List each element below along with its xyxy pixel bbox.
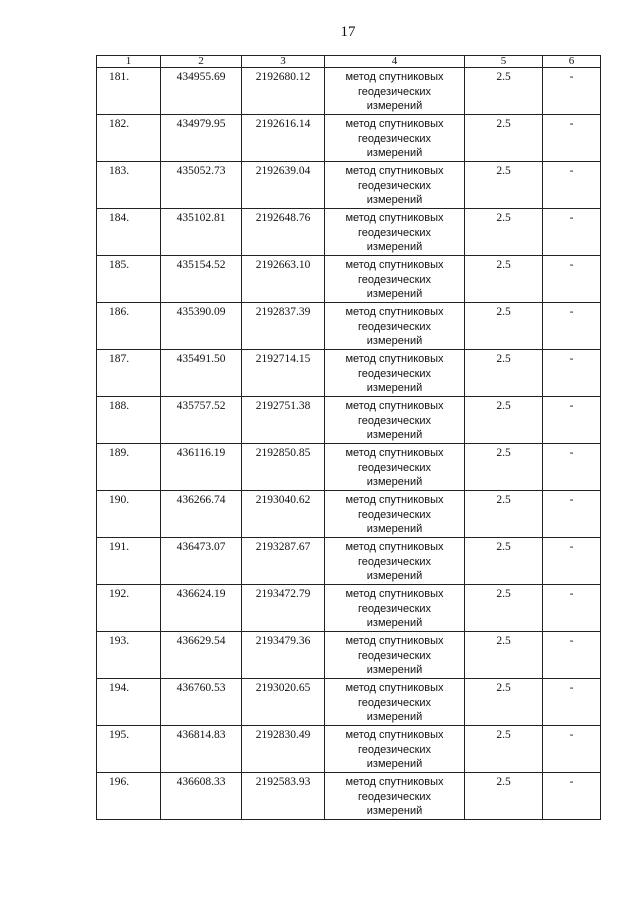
extra-cell: - (543, 444, 601, 491)
y-coordinate-cell: 2192714.15 (242, 350, 325, 397)
header-col-3: 3 (242, 56, 325, 68)
header-row (97, 56, 601, 68)
method-line: метод спутниковых (345, 71, 444, 83)
point-number-cell: 189. (97, 444, 161, 491)
table-row (97, 444, 601, 491)
method-cell (325, 256, 465, 303)
method-cell (325, 350, 465, 397)
y-coordinate-cell: 2192616.14 (242, 115, 325, 162)
method-line: измерений (366, 805, 423, 817)
accuracy-cell: 2.5 (465, 632, 543, 679)
method-line: измерений (366, 429, 423, 441)
x-coordinate-cell: 436814.83 (161, 726, 242, 773)
method-line: измерений (366, 241, 423, 253)
point-number-cell: 187. (97, 350, 161, 397)
extra-cell: - (543, 726, 601, 773)
y-coordinate-cell: 2193040.62 (242, 491, 325, 538)
x-coordinate-cell: 435052.73 (161, 162, 242, 209)
point-number-cell: 191. (97, 538, 161, 585)
method-cell (325, 773, 465, 820)
y-coordinate-cell: 2192583.93 (242, 773, 325, 820)
method-line: метод спутниковых (345, 118, 444, 130)
method-line: геодезических (357, 555, 432, 568)
method-line: измерений (366, 147, 423, 159)
method-line: измерений (366, 382, 423, 394)
extra-cell: - (543, 679, 601, 726)
method-cell (325, 679, 465, 726)
accuracy-cell: 2.5 (465, 115, 543, 162)
accuracy-cell: 2.5 (465, 350, 543, 397)
y-coordinate-cell: 2192837.39 (242, 303, 325, 350)
method-line: метод спутниковых (345, 635, 444, 647)
point-number-cell: 185. (97, 256, 161, 303)
method-cell (325, 162, 465, 209)
method-line: измерений (366, 288, 423, 300)
method-line: геодезических (357, 461, 432, 474)
accuracy-cell: 2.5 (465, 397, 543, 444)
method-cell (325, 397, 465, 444)
table-row (97, 350, 601, 397)
method-cell (325, 585, 465, 632)
method-line: метод спутниковых (345, 353, 444, 365)
method-line: метод спутниковых (345, 212, 444, 224)
x-coordinate-cell: 436629.54 (161, 632, 242, 679)
method-line: измерений (366, 194, 423, 206)
table-row (97, 491, 601, 538)
extra-cell: - (543, 350, 601, 397)
extra-cell: - (543, 773, 601, 820)
x-coordinate-cell: 435757.52 (161, 397, 242, 444)
method-line: метод спутниковых (345, 259, 444, 271)
table-row (97, 397, 601, 444)
table-row (97, 209, 601, 256)
x-coordinate-cell: 434955.69 (161, 68, 242, 115)
method-line: метод спутниковых (345, 776, 444, 788)
extra-cell: - (543, 209, 601, 256)
point-number-cell: 195. (97, 726, 161, 773)
accuracy-cell: 2.5 (465, 491, 543, 538)
y-coordinate-cell: 2193472.79 (242, 585, 325, 632)
x-coordinate-cell: 436608.33 (161, 773, 242, 820)
method-cell (325, 444, 465, 491)
point-number-cell: 181. (97, 68, 161, 115)
method-cell (325, 538, 465, 585)
method-cell (325, 303, 465, 350)
header-col-1: 1 (97, 56, 161, 68)
extra-cell: - (543, 162, 601, 209)
accuracy-cell: 2.5 (465, 585, 543, 632)
extra-cell: - (543, 585, 601, 632)
point-number-cell: 190. (97, 491, 161, 538)
table-row (97, 538, 601, 585)
y-coordinate-cell: 2192680.12 (242, 68, 325, 115)
extra-cell: - (543, 303, 601, 350)
accuracy-cell: 2.5 (465, 68, 543, 115)
y-coordinate-cell: 2192850.85 (242, 444, 325, 491)
y-coordinate-cell: 2192663.10 (242, 256, 325, 303)
table-row (97, 68, 601, 115)
table-row (97, 115, 601, 162)
accuracy-cell: 2.5 (465, 538, 543, 585)
table-body (97, 68, 601, 820)
point-number-cell: 194. (97, 679, 161, 726)
y-coordinate-cell: 2193020.65 (242, 679, 325, 726)
point-number-cell: 188. (97, 397, 161, 444)
x-coordinate-cell: 434979.95 (161, 115, 242, 162)
accuracy-cell: 2.5 (465, 679, 543, 726)
table-row (97, 773, 601, 820)
point-number-cell: 192. (97, 585, 161, 632)
x-coordinate-cell: 436760.53 (161, 679, 242, 726)
method-line: метод спутниковых (345, 306, 444, 318)
accuracy-cell: 2.5 (465, 303, 543, 350)
x-coordinate-cell: 435390.09 (161, 303, 242, 350)
method-line: геодезических (357, 132, 432, 145)
page-number: 17 (340, 24, 356, 40)
method-line: геодезических (357, 790, 432, 803)
method-line: геодезических (357, 743, 432, 756)
x-coordinate-cell: 435491.50 (161, 350, 242, 397)
method-line: измерений (366, 664, 423, 676)
x-coordinate-cell: 436266.74 (161, 491, 242, 538)
coordinates-table (96, 55, 601, 820)
method-cell (325, 491, 465, 538)
x-coordinate-cell: 436624.19 (161, 585, 242, 632)
y-coordinate-cell: 2193479.36 (242, 632, 325, 679)
method-line: измерений (366, 476, 423, 488)
method-cell (325, 726, 465, 773)
method-line: метод спутниковых (345, 494, 444, 506)
point-number-cell: 193. (97, 632, 161, 679)
table-row (97, 632, 601, 679)
header-col-4: 4 (325, 56, 465, 68)
header-col-6: 6 (543, 56, 601, 68)
accuracy-cell: 2.5 (465, 162, 543, 209)
extra-cell: - (543, 256, 601, 303)
method-line: геодезических (357, 649, 432, 662)
method-line: геодезических (357, 508, 432, 521)
x-coordinate-cell: 436116.19 (161, 444, 242, 491)
table-row (97, 162, 601, 209)
accuracy-cell: 2.5 (465, 444, 543, 491)
method-line: измерений (366, 617, 423, 629)
method-line: метод спутниковых (345, 165, 444, 177)
table-row (97, 303, 601, 350)
accuracy-cell: 2.5 (465, 209, 543, 256)
method-line: геодезических (357, 273, 432, 286)
method-line: метод спутниковых (345, 588, 444, 600)
table-header (97, 56, 601, 68)
method-line: геодезических (357, 367, 432, 380)
y-coordinate-cell: 2192639.04 (242, 162, 325, 209)
point-number-cell: 186. (97, 303, 161, 350)
method-cell (325, 115, 465, 162)
method-line: измерений (366, 711, 423, 723)
x-coordinate-cell: 435102.81 (161, 209, 242, 256)
method-line: метод спутниковых (345, 541, 444, 553)
table-row (97, 585, 601, 632)
point-number-cell: 183. (97, 162, 161, 209)
accuracy-cell: 2.5 (465, 773, 543, 820)
method-line: метод спутниковых (345, 447, 444, 459)
point-number-cell: 182. (97, 115, 161, 162)
extra-cell: - (543, 632, 601, 679)
method-cell (325, 68, 465, 115)
table-row (97, 679, 601, 726)
method-line: геодезических (357, 320, 432, 333)
extra-cell: - (543, 397, 601, 444)
method-line: геодезических (357, 414, 432, 427)
method-line: измерений (366, 758, 423, 770)
extra-cell: - (543, 491, 601, 538)
table-row (97, 256, 601, 303)
method-line: измерений (366, 100, 423, 112)
header-col-2: 2 (161, 56, 242, 68)
method-line: геодезических (357, 602, 432, 615)
point-number-cell: 196. (97, 773, 161, 820)
y-coordinate-cell: 2193287.67 (242, 538, 325, 585)
extra-cell: - (543, 115, 601, 162)
method-line: измерений (366, 335, 423, 347)
method-line: геодезических (357, 226, 432, 239)
method-line: геодезических (357, 696, 432, 709)
table-row (97, 726, 601, 773)
y-coordinate-cell: 2192751.38 (242, 397, 325, 444)
method-line: измерений (366, 523, 423, 535)
method-cell (325, 209, 465, 256)
method-line: геодезических (357, 85, 432, 98)
header-col-5: 5 (465, 56, 543, 68)
y-coordinate-cell: 2192830.49 (242, 726, 325, 773)
method-line: геодезических (357, 179, 432, 192)
method-line: метод спутниковых (345, 729, 444, 741)
x-coordinate-cell: 435154.52 (161, 256, 242, 303)
accuracy-cell: 2.5 (465, 256, 543, 303)
method-cell (325, 632, 465, 679)
method-line: метод спутниковых (345, 682, 444, 694)
extra-cell: - (543, 538, 601, 585)
method-line: метод спутниковых (345, 400, 444, 412)
x-coordinate-cell: 436473.07 (161, 538, 242, 585)
y-coordinate-cell: 2192648.76 (242, 209, 325, 256)
extra-cell: - (543, 68, 601, 115)
point-number-cell: 184. (97, 209, 161, 256)
method-line: измерений (366, 570, 423, 582)
accuracy-cell: 2.5 (465, 726, 543, 773)
